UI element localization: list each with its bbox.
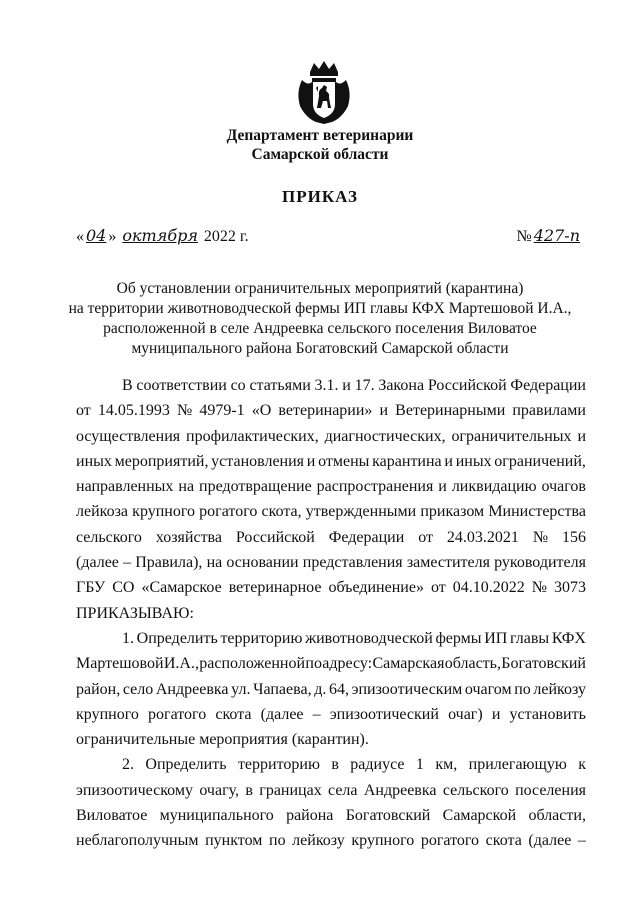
body-line: ПРИКАЗЫВАЮ: [76,604,194,622]
title-line: на территории животноводческой фермы ИП главы КФХ Мартешовой И.А., [68,300,572,317]
body-line: эпизоотическому очагу, в границах села Андреевка сельского поселения [76,781,586,799]
date-close-quote: » [108,228,117,245]
title-line: муниципального района Богатовский Самарской области [131,340,509,357]
body-line: район, село Андреевка ул. Чапаева, д. 64, эпизоотическим очагом по лейкозу [76,680,586,698]
body-line: осуществления профилактических, диагностических, ограничительных и [76,427,586,445]
date-month: октября [122,226,198,245]
date-year: 2022 г. [203,228,249,245]
document-type-heading: ПРИКАЗ [282,187,358,206]
body-line: сельского хозяйства Российской Федерации от 24.03.2021 № 156 [76,528,586,546]
title-line: Об установлении ограничительных мероприятий (карантина) [116,280,524,297]
body-line: 1. Определить территорию животноводческой фермы ИП главы КФХ [122,629,586,647]
body-line: В соответствии со статьями 3.1. и 17. Закона Российской Федерации [122,377,586,394]
body-line: крупного рогатого скота (далее – эпизоотический очаг) и установить [76,705,586,723]
body-line: лейкоза крупного рогатого скота, утвержденными приказом Министерства [76,503,586,521]
date-day: 04 [86,226,107,245]
document-title [40,279,600,359]
date-open-quote: « [76,228,84,245]
department-name-line1: Департамент ветеринарии [226,127,414,144]
document-body [76,373,586,854]
body-line: от 14.05.1993 № 4979-1 «О ветеринарии» и Ветеринарными правилами [76,402,586,420]
document-number [516,226,582,246]
samara-coat-of-arms-icon [294,58,354,126]
department-name-line2: Самарской области [251,146,389,163]
body-line: иных мероприятий, установления и отмены карантина и иных ограничений, [76,452,586,470]
body-line: 2. Определить территорию в радиусе 1 км, прилегающую к [122,756,586,774]
title-line: расположенной в селе Андреевка сельского поселения Виловатое [103,320,537,337]
body-line: (далее – Правила), на основании представления заместителя руководителя [76,554,586,572]
body-line: ГБУ СО «Самарское ветеринарное объединение» от 04.10.2022 № 3073 [76,579,586,597]
body-line: направленных на предотвращение распространения и ликвидацию очагов [76,478,586,496]
body-line: Мартешовой И.А., расположенной по адресу: Самарская область, Богатовский [76,655,586,673]
body-line: Виловатое муниципального района Богатовский Самарской области, [76,807,586,825]
body-line: неблагополучным пунктом по лейкозу крупного рогатого скота (далее – [76,832,586,850]
number-value: 427-п [533,226,580,245]
body-line: ограничительные мероприятия (карантин). [76,731,369,749]
document-date [76,226,249,246]
number-prefix: № [516,228,532,245]
